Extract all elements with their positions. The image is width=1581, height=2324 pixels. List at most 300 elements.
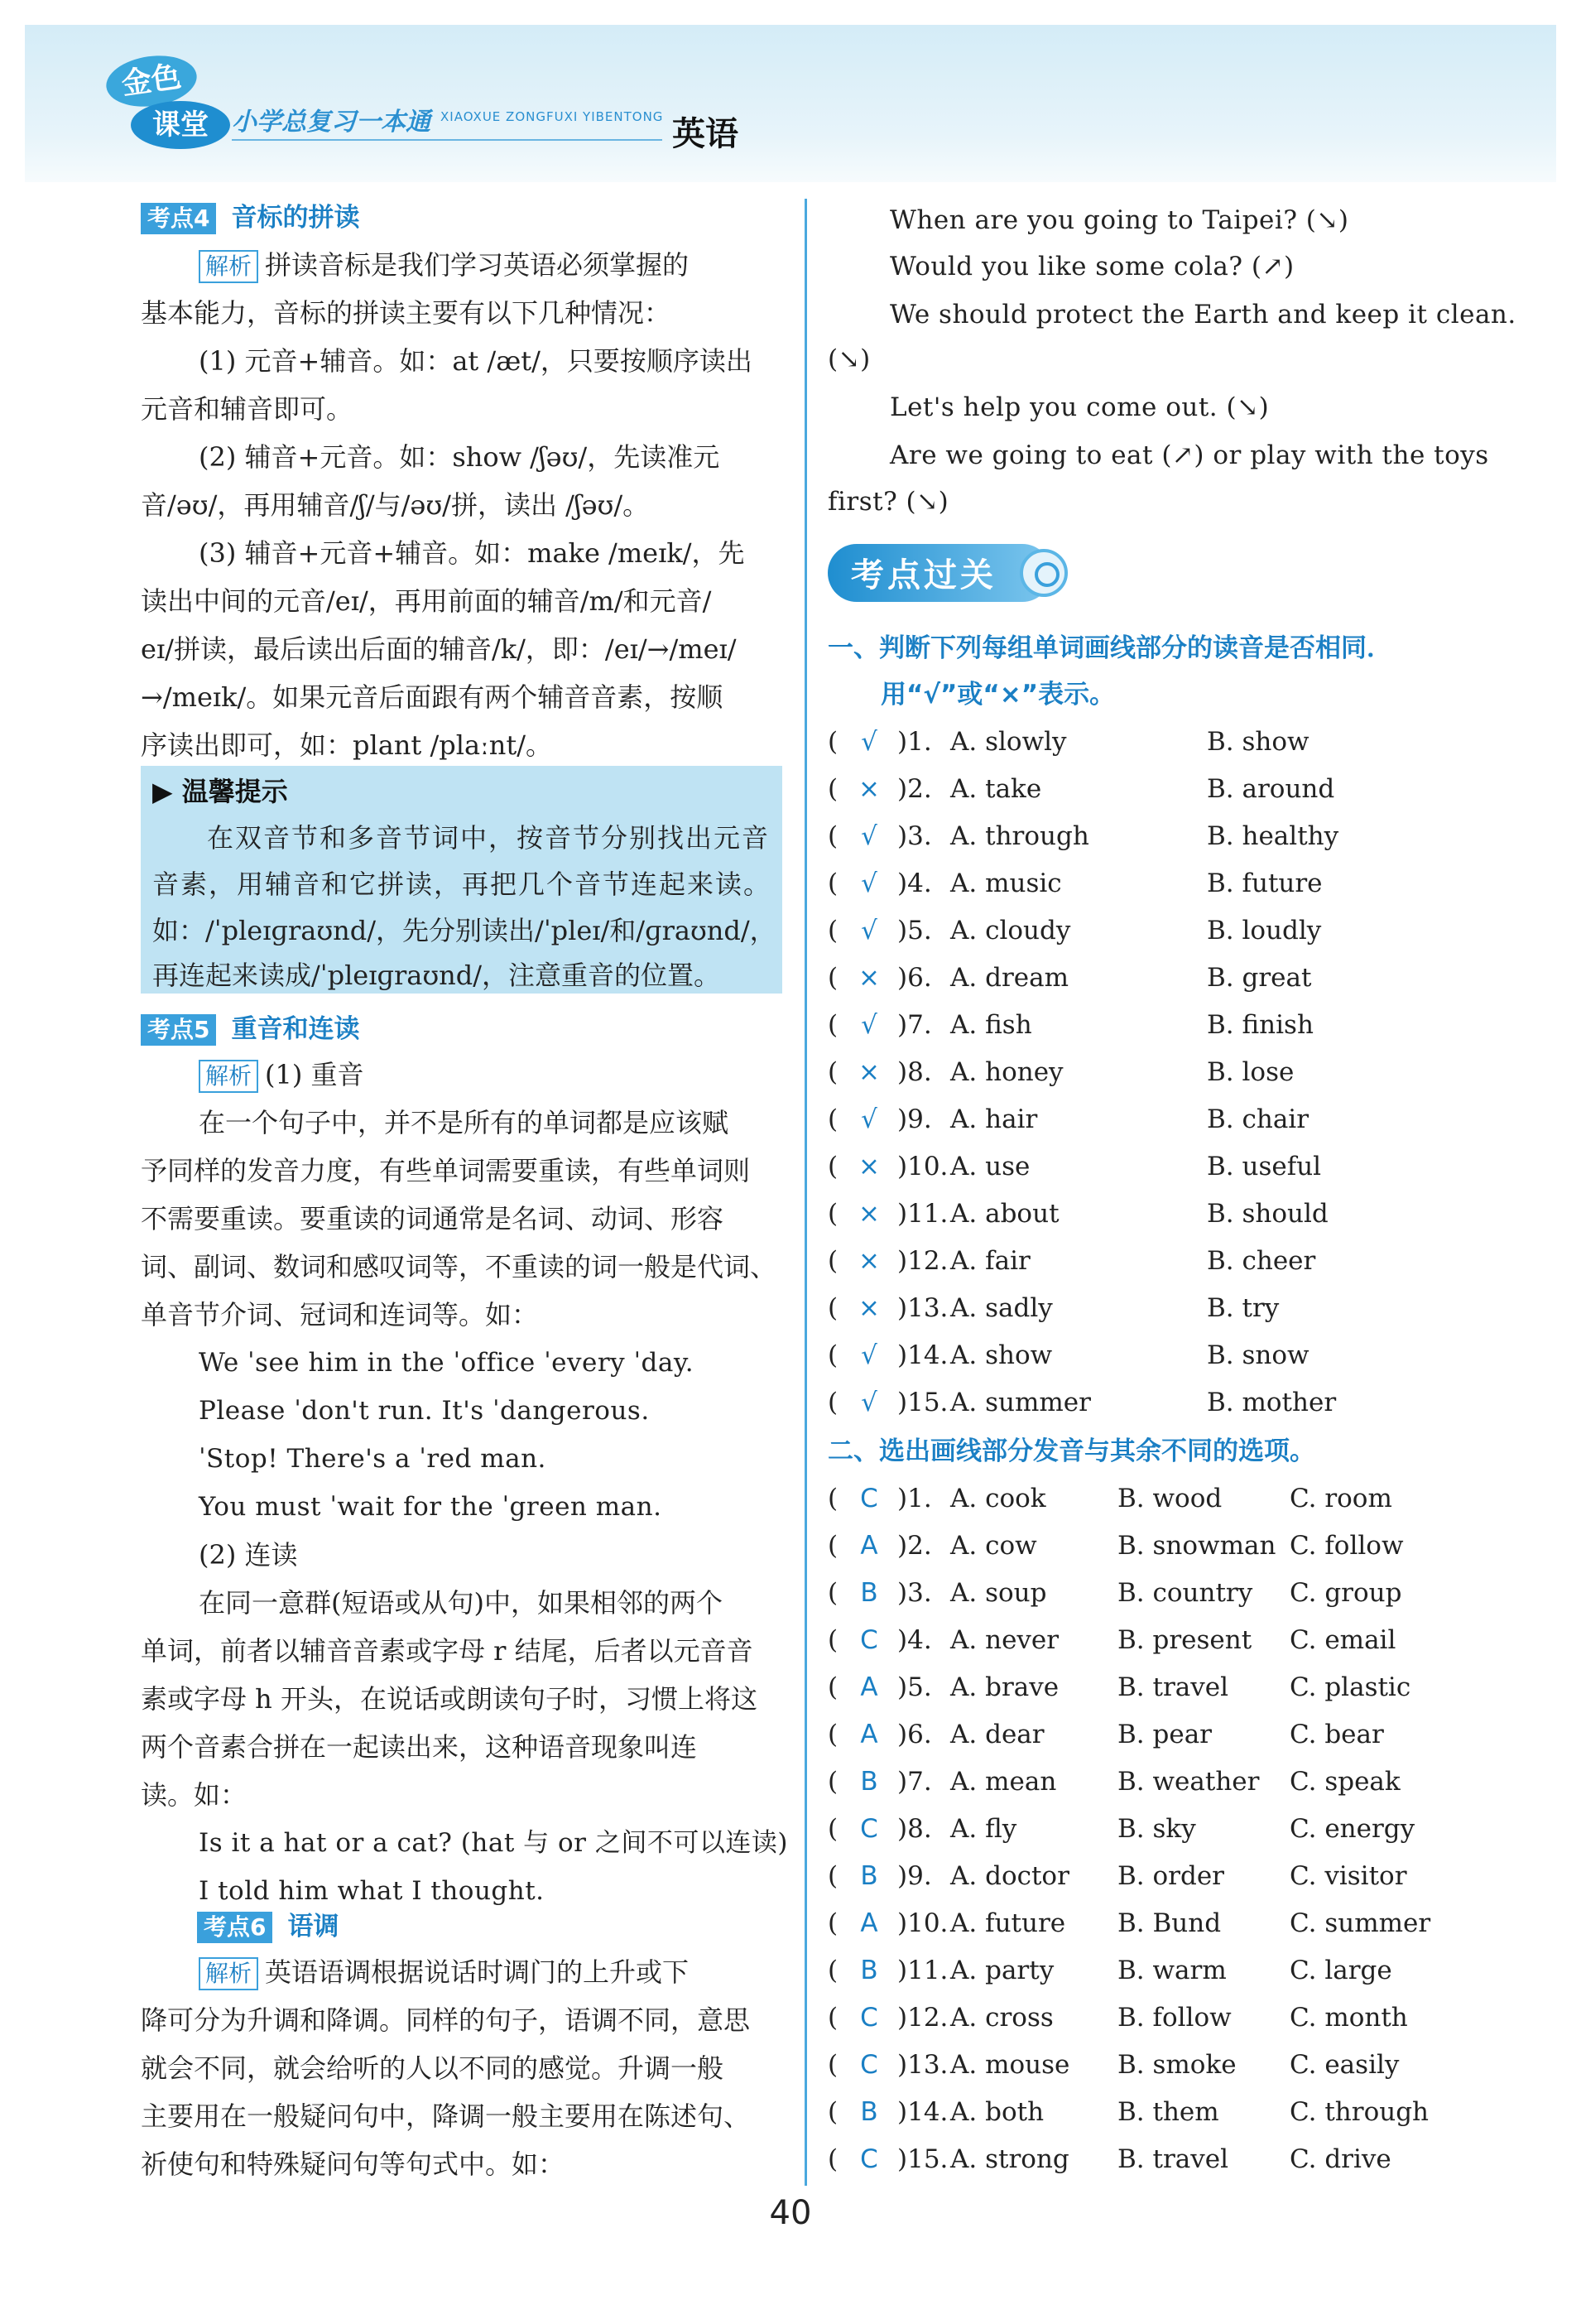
- close-paren: )2.: [897, 1531, 932, 1561]
- text-line: →/meɪk/。如果元音后面跟有两个辅音音素，按顺: [141, 681, 723, 713]
- q1-number: 5.: [907, 916, 932, 945]
- q2-title-line: 二、选出画线部分发音与其余不同的选项。: [828, 1436, 1315, 1466]
- option-b: B. travel: [1117, 2144, 1229, 2174]
- tip-title-text: ▶ 温馨提示: [152, 776, 288, 807]
- magnifier-icon: [1020, 549, 1068, 597]
- option-a-word: both: [985, 2097, 1045, 2127]
- open-paren: (: [828, 1956, 839, 1985]
- option-c-word: easily: [1324, 2050, 1400, 2080]
- option-b: B. Bund: [1117, 1908, 1222, 1938]
- option-b: B. great: [1207, 963, 1312, 993]
- option-c-word: room: [1324, 1484, 1392, 1513]
- option-a: A. mean: [950, 1767, 1057, 1797]
- q1-answer: √: [861, 916, 877, 945]
- q1-title-line: 用“√”或“×”表示。: [881, 680, 1116, 710]
- q1-item: [828, 1051, 1490, 1094]
- option-c: C. bear: [1290, 1720, 1384, 1749]
- q2-answer: C: [860, 1484, 878, 1513]
- q2-item: [828, 1713, 1490, 1756]
- option-b-word: warm: [1152, 1956, 1227, 1985]
- option-a: A. slowly: [950, 727, 1067, 757]
- q2-item: [828, 1571, 1490, 1614]
- open-paren: (: [828, 1908, 839, 1938]
- option-c: C. month: [1290, 2003, 1408, 2033]
- option-a: A. summer: [950, 1388, 1091, 1417]
- close-paren: )15.: [897, 1388, 949, 1417]
- q1-item: [828, 1239, 1490, 1282]
- open-paren: (: [828, 1388, 839, 1417]
- text-line: 读。如：: [141, 1779, 247, 1811]
- option-a-word: through: [985, 821, 1089, 851]
- open-paren: (: [828, 1767, 839, 1797]
- q2-answer: B: [860, 2097, 878, 2127]
- option-a-word: mean: [985, 1767, 1057, 1797]
- q2-number: 11.: [907, 1956, 949, 1985]
- q2-answer: C: [860, 2144, 878, 2174]
- close-paren: )4.: [897, 1625, 932, 1655]
- option-b: B. follow: [1117, 2003, 1232, 2033]
- option-b: B. order: [1117, 1861, 1224, 1891]
- option-b: B. mother: [1207, 1388, 1337, 1417]
- text-line: 基本能力，音标的拼读主要有以下几种情况：: [141, 297, 671, 329]
- option-b-word: finish: [1242, 1010, 1314, 1040]
- example-sentence: (↘): [828, 344, 871, 374]
- q1-answer: ×: [858, 1293, 880, 1323]
- open-paren: (: [828, 1104, 839, 1134]
- text-line: (1) 重音: [265, 1059, 364, 1090]
- text-line: 不需要重读。要重读的词通常是名词、动词、形容: [141, 1203, 724, 1234]
- q1-number: 1.: [907, 727, 932, 757]
- option-b: B. wood: [1117, 1484, 1223, 1513]
- open-paren: (: [828, 1672, 839, 1702]
- q2-number: 4.: [907, 1625, 932, 1655]
- option-a: A. future: [950, 1908, 1066, 1938]
- q1-item: [828, 1192, 1490, 1235]
- open-paren: (: [828, 2003, 839, 2033]
- open-paren: (: [828, 2144, 839, 2174]
- option-a: A. never: [950, 1625, 1060, 1655]
- text-line: (2) 连读: [199, 1539, 298, 1571]
- option-b: B. healthy: [1207, 821, 1339, 851]
- book-pinyin: XIAOXUE ZONGFUXI YIBENTONG: [440, 109, 664, 124]
- option-c: C. speak: [1290, 1767, 1401, 1797]
- q1-item: [828, 720, 1490, 763]
- option-b-word: snow: [1242, 1340, 1309, 1370]
- q2-item: [828, 1855, 1490, 1898]
- option-c: C. drive: [1290, 2144, 1391, 2174]
- option-b-word: loudly: [1242, 916, 1322, 945]
- open-paren: (: [828, 868, 839, 898]
- example-sentence: Please ˈdon't run. It's ˈdangerous.: [199, 1396, 650, 1426]
- text-line: (1) 元音+辅音。如：at /æt/，只要按顺序读出: [199, 345, 752, 377]
- q2-number: 5.: [907, 1672, 932, 1702]
- option-b-word: around: [1242, 774, 1335, 804]
- option-a: A. dream: [950, 963, 1069, 993]
- option-c: C. email: [1290, 1625, 1396, 1655]
- option-a-word: future: [985, 1908, 1066, 1938]
- option-a-word: honey: [985, 1057, 1064, 1087]
- open-paren: (: [828, 2097, 839, 2127]
- q1-title: [828, 626, 1392, 670]
- option-a-word: party: [985, 1956, 1055, 1985]
- close-paren: )6.: [897, 1720, 932, 1749]
- q1-item: [828, 1098, 1490, 1141]
- option-a: A. cross: [950, 2003, 1054, 2033]
- q2-number: 12.: [907, 2003, 949, 2033]
- option-a-word: about: [985, 1199, 1060, 1229]
- q1-answer: √: [861, 821, 877, 851]
- option-a-word: cook: [985, 1484, 1046, 1513]
- q1-answer: √: [861, 1010, 877, 1040]
- option-b-word: future: [1242, 868, 1323, 898]
- close-paren: )1.: [897, 727, 932, 757]
- example-sentence: When are you going to Taipei? (↘): [890, 205, 1349, 235]
- kd5-heading: [141, 1007, 359, 1051]
- q2-item: [828, 2138, 1490, 2181]
- q2-answer: B: [860, 1578, 878, 1608]
- open-paren: (: [828, 916, 839, 945]
- option-b-word: show: [1242, 727, 1309, 757]
- q2-item: [828, 2043, 1490, 2086]
- option-a: A. cloudy: [950, 916, 1071, 945]
- q1-title-line: 一、判断下列每组单词画线部分的读音是否相同．: [828, 633, 1392, 663]
- q2-answer: C: [860, 2050, 878, 2080]
- paragraph-line: [199, 243, 689, 286]
- text-line: (2) 辅音+元音。如：show /ʃəʊ/，先读准元: [199, 441, 720, 473]
- option-b-word: try: [1242, 1293, 1280, 1323]
- q1-number: 8.: [907, 1057, 932, 1087]
- q2-title: [828, 1429, 1315, 1473]
- option-a-word: music: [985, 868, 1062, 898]
- option-b: B. finish: [1207, 1010, 1314, 1040]
- q1-answer: ×: [858, 1057, 880, 1087]
- option-c-word: bear: [1324, 1720, 1384, 1749]
- q1-number: 9.: [907, 1104, 932, 1134]
- text-line: 如：/ˈpleɪɡraʊnd/，先分别读出/ˈpleɪ/和/ɡraʊnd/，: [152, 915, 776, 946]
- option-a-word: sadly: [985, 1293, 1053, 1323]
- text-line: (3) 辅音+元音+辅音。如：make /meɪk/，先: [199, 537, 745, 569]
- q1-answer: ×: [858, 1152, 880, 1181]
- text-line: 祈使句和特殊疑问句等句式中。如：: [141, 2148, 565, 2180]
- close-paren: )3.: [897, 1578, 932, 1608]
- q1-item: [828, 1334, 1490, 1377]
- close-paren: )12.: [897, 2003, 949, 2033]
- option-c-word: speak: [1324, 1767, 1401, 1797]
- close-paren: )11.: [897, 1199, 949, 1229]
- close-paren: )5.: [897, 1672, 932, 1702]
- open-paren: (: [828, 1010, 839, 1040]
- open-paren: (: [828, 1484, 839, 1513]
- open-paren: (: [828, 1625, 839, 1655]
- text-line: 英语语调根据说话时调门的上升或下: [265, 1956, 690, 1988]
- option-b: B. travel: [1117, 1672, 1229, 1702]
- option-b: B. should: [1207, 1199, 1329, 1229]
- q2-item: [828, 1619, 1490, 1662]
- q2-answer: A: [860, 1720, 878, 1749]
- q2-number: 7.: [907, 1767, 932, 1797]
- text-line: 序读出即可，如：plant /plaːnt/。: [141, 729, 553, 761]
- kd6-tag: 考点6: [197, 1912, 272, 1943]
- option-b-word: healthy: [1242, 821, 1339, 851]
- option-a: A. soup: [950, 1578, 1047, 1608]
- option-b: B. around: [1207, 774, 1335, 804]
- example-sentence: ˈStop! There's a ˈred man.: [199, 1444, 546, 1474]
- option-b: B. present: [1117, 1625, 1252, 1655]
- q2-item: [828, 2091, 1490, 2134]
- analysis-tag: 解析: [199, 1060, 258, 1093]
- q2-item: [828, 1666, 1490, 1709]
- q2-number: 6.: [907, 1720, 932, 1749]
- option-b-word: wood: [1152, 1484, 1223, 1513]
- option-c-word: summer: [1324, 1908, 1431, 1938]
- option-b: B. useful: [1207, 1152, 1322, 1181]
- option-c: C. follow: [1290, 1531, 1404, 1561]
- option-a: A. about: [950, 1199, 1060, 1229]
- open-paren: (: [828, 774, 839, 804]
- kd4-tag: 考点4: [141, 203, 216, 234]
- option-b-word: chair: [1242, 1104, 1309, 1134]
- text-line: 主要用在一般疑问句中，降调一般主要用在陈述句、: [141, 2100, 751, 2132]
- close-paren: )13.: [897, 2050, 949, 2080]
- column-divider: [805, 199, 807, 2186]
- q2-answer: B: [860, 1861, 878, 1891]
- example-sentence: first? (↘): [828, 487, 949, 517]
- q1-number: 6.: [907, 963, 932, 993]
- q1-number: 7.: [907, 1010, 932, 1040]
- option-a-word: fish: [985, 1010, 1032, 1040]
- q1-number: 2.: [907, 774, 932, 804]
- option-b: B. weather: [1117, 1767, 1260, 1797]
- kd4-heading: [141, 195, 359, 239]
- analysis-tag: 解析: [199, 1957, 258, 1990]
- option-c: C. energy: [1290, 1814, 1415, 1844]
- option-b-word: them: [1152, 2097, 1219, 2127]
- option-a: A. take: [950, 774, 1042, 804]
- option-c-word: follow: [1324, 1531, 1404, 1561]
- q1-number: 15.: [907, 1388, 949, 1417]
- option-a-word: dream: [985, 963, 1069, 993]
- option-c: C. large: [1290, 1956, 1392, 1985]
- q2-item: [828, 1760, 1490, 1803]
- text-line: 单词，前者以辅音音素或字母 r 结尾，后者以元音音: [141, 1635, 753, 1667]
- text-line: 词、副词、数词和感叹词等，不重读的词一般是代词、: [141, 1251, 777, 1282]
- kd6-title: 语调: [287, 1912, 339, 1941]
- open-paren: (: [828, 821, 839, 851]
- option-b-word: pear: [1152, 1720, 1212, 1749]
- q2-answer: A: [860, 1531, 878, 1561]
- close-paren: )10.: [897, 1152, 949, 1181]
- page-number: 40: [769, 2194, 812, 2232]
- text-line: 就会不同，就会给听的人以不同的感觉。升调一般: [141, 2052, 724, 2084]
- q2-item: [828, 1477, 1490, 1520]
- q1-item: [828, 1381, 1490, 1424]
- q2-answer: A: [860, 1908, 878, 1938]
- option-a-word: mouse: [985, 2050, 1070, 2080]
- option-b-word: present: [1152, 1625, 1252, 1655]
- option-a: A. hair: [950, 1104, 1038, 1134]
- option-a: A. show: [950, 1340, 1053, 1370]
- option-a: A. party: [950, 1956, 1055, 1985]
- q1-item: [828, 956, 1490, 999]
- option-c: C. visitor: [1290, 1861, 1407, 1891]
- q1-item: [828, 1145, 1490, 1188]
- q1-item: [828, 1287, 1490, 1330]
- section-banner: [828, 544, 1076, 602]
- open-paren: (: [828, 1531, 839, 1561]
- option-a: A. cook: [950, 1484, 1046, 1513]
- option-c-word: email: [1324, 1625, 1396, 1655]
- option-c: C. room: [1290, 1484, 1392, 1513]
- q2-answer: C: [860, 1814, 878, 1844]
- q1-item: [828, 1003, 1490, 1047]
- option-c-word: plastic: [1324, 1672, 1411, 1702]
- option-b-word: snowman: [1152, 1531, 1276, 1561]
- text-line: 音素，用辅音和它拼读，再把几个音节连起来读。: [152, 868, 772, 900]
- close-paren: )10.: [897, 1908, 949, 1938]
- option-b-word: smoke: [1152, 2050, 1237, 2080]
- q1-number: 13.: [907, 1293, 949, 1323]
- open-paren: (: [828, 1861, 839, 1891]
- option-b: B. snowman: [1117, 1531, 1276, 1561]
- option-b: B. country: [1117, 1578, 1253, 1608]
- open-paren: (: [828, 1578, 839, 1608]
- option-a-word: dear: [985, 1720, 1045, 1749]
- close-paren: )7.: [897, 1767, 932, 1797]
- q1-number: 14.: [907, 1340, 949, 1370]
- option-a: A. fish: [950, 1010, 1032, 1040]
- text-line: 音/əʊ/，再用辅音/ʃ/与/əʊ/拼，读出 /ʃəʊ/。: [141, 489, 650, 521]
- q2-item: [828, 1902, 1490, 1945]
- close-paren: )12.: [897, 1246, 949, 1276]
- example-sentence: Are we going to eat (↗) or play with the toys: [890, 440, 1489, 470]
- text-line: 降可分为升调和降调。同样的句子，语调不同，意思: [141, 2004, 751, 2036]
- q1-number: 10.: [907, 1152, 949, 1181]
- q1-answer: ×: [858, 1199, 880, 1229]
- q2-number: 13.: [907, 2050, 949, 2080]
- text-line: 在同一意群(短语或从句)中，如果相邻的两个: [199, 1587, 723, 1619]
- option-b-word: country: [1152, 1578, 1253, 1608]
- kd4-title: 音标的拼读: [231, 203, 360, 233]
- open-paren: (: [828, 1246, 839, 1276]
- open-paren: (: [828, 1814, 839, 1844]
- option-a-word: strong: [985, 2144, 1069, 2174]
- close-paren: )9.: [897, 1861, 932, 1891]
- open-paren: (: [828, 2050, 839, 2080]
- open-paren: (: [828, 1057, 839, 1087]
- option-b: B. lose: [1207, 1057, 1295, 1087]
- example-sentence: Is it a hat or a cat? (hat 与 or 之间不可以连读): [199, 1828, 788, 1858]
- option-c: C. plastic: [1290, 1672, 1411, 1702]
- close-paren: )9.: [897, 1104, 932, 1134]
- text-line: 读出中间的元音/eɪ/，再用前面的辅音/m/和元音/: [141, 585, 712, 617]
- option-a: A. use: [950, 1152, 1031, 1181]
- q2-number: 15.: [907, 2144, 949, 2174]
- option-b-word: travel: [1152, 1672, 1229, 1702]
- q1-answer: √: [861, 727, 877, 757]
- paragraph-line: [199, 1951, 689, 1994]
- option-c: C. group: [1290, 1578, 1402, 1608]
- option-b-word: weather: [1152, 1767, 1260, 1797]
- q2-number: 1.: [907, 1484, 932, 1513]
- option-b-word: should: [1242, 1199, 1329, 1229]
- book-subtitle: 小学总复习一本通: [232, 108, 430, 137]
- close-paren: )5.: [897, 916, 932, 945]
- q1-number: 12.: [907, 1246, 949, 1276]
- q2-number: 14.: [907, 2097, 949, 2127]
- option-b-word: useful: [1242, 1152, 1322, 1181]
- option-b: B. snow: [1207, 1340, 1309, 1370]
- close-paren: )11.: [897, 1956, 949, 1985]
- option-a: A. through: [950, 821, 1089, 851]
- example-sentence: You must ˈwait for the ˈgreen man.: [199, 1492, 662, 1522]
- q2-item: [828, 1949, 1490, 1992]
- q2-answer: A: [860, 1672, 878, 1702]
- option-c-word: month: [1324, 2003, 1408, 2033]
- option-a: A. mouse: [950, 2050, 1070, 2080]
- header-underline: [232, 139, 662, 141]
- analysis-tag: 解析: [199, 250, 258, 283]
- q1-answer: ×: [858, 963, 880, 993]
- option-a-word: cross: [985, 2003, 1054, 2033]
- option-c: C. through: [1290, 2097, 1430, 2127]
- option-a: A. honey: [950, 1057, 1064, 1087]
- text-line: 在一个句子中，并不是所有的单词都是应该赋: [199, 1107, 729, 1138]
- option-a-word: use: [985, 1152, 1031, 1181]
- option-c: C. easily: [1290, 2050, 1400, 2080]
- option-a: A. doctor: [950, 1861, 1069, 1891]
- q1-answer: ×: [858, 774, 880, 804]
- option-c-word: group: [1324, 1578, 1402, 1608]
- option-a: A. sadly: [950, 1293, 1053, 1323]
- q2-item: [828, 1996, 1490, 2039]
- option-b: B. show: [1207, 727, 1309, 757]
- q2-answer: B: [860, 1767, 878, 1797]
- q2-answer: B: [860, 1956, 878, 1985]
- option-b-word: great: [1242, 963, 1312, 993]
- option-a-word: cow: [985, 1531, 1037, 1561]
- option-a-word: cloudy: [985, 916, 1071, 945]
- open-paren: (: [828, 1199, 839, 1229]
- open-paren: (: [828, 1720, 839, 1749]
- example-sentence: I told him what I thought.: [199, 1876, 545, 1906]
- q2-answer: C: [860, 1625, 878, 1655]
- option-a-word: summer: [985, 1388, 1091, 1417]
- banner-title: 考点过关: [851, 556, 997, 594]
- q1-answer: √: [861, 1104, 877, 1134]
- option-a-word: brave: [985, 1672, 1060, 1702]
- text-line: eɪ/拼读，最后读出后面的辅音/k/，即：/eɪ/→/meɪ/: [141, 633, 737, 665]
- option-b: B. loudly: [1207, 916, 1322, 945]
- subject-title: 英语: [672, 115, 738, 153]
- option-a-word: slowly: [985, 727, 1067, 757]
- logo: [83, 56, 232, 156]
- q1-number: 3.: [907, 821, 932, 851]
- q1-answer: ×: [858, 1246, 880, 1276]
- option-b: B. sky: [1117, 1814, 1196, 1844]
- option-b-word: travel: [1152, 2144, 1229, 2174]
- option-b-word: cheer: [1242, 1246, 1316, 1276]
- q2-number: 2.: [907, 1531, 932, 1561]
- option-a: A. music: [950, 868, 1062, 898]
- q2-answer: C: [860, 2003, 878, 2033]
- kd6-heading: [197, 1904, 339, 1948]
- q1-item: [828, 909, 1490, 952]
- close-paren: )15.: [897, 2144, 949, 2174]
- q1-answer: √: [861, 868, 877, 898]
- option-c-word: drive: [1324, 2144, 1391, 2174]
- open-paren: (: [828, 1152, 839, 1181]
- example-sentence: Let's help you come out. (↘): [890, 392, 1270, 422]
